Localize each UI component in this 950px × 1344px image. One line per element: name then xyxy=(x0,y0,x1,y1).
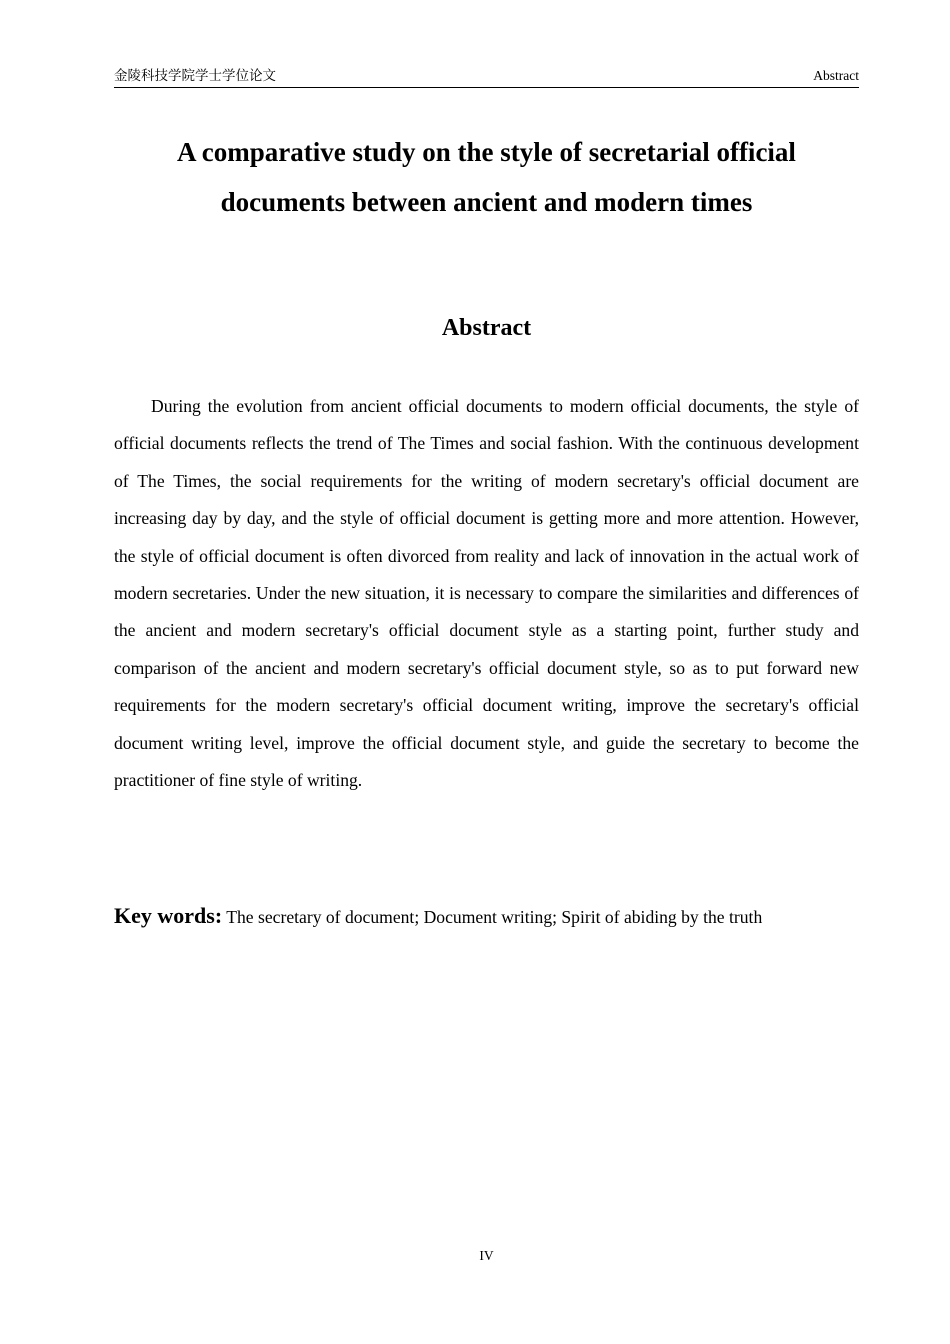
keywords-text: The secretary of document; Document writing; Spirit of abiding by the truth xyxy=(226,907,763,927)
keywords xyxy=(114,897,859,936)
header-institution: 金陵科技学院学士学位论文 xyxy=(114,68,276,83)
document-title: A comparative study on the style of secretarial official documents between ancient and modern times xyxy=(177,137,796,217)
running-header xyxy=(114,66,859,88)
page-number: IV xyxy=(479,1248,494,1263)
keywords-label: Key words: xyxy=(114,903,223,928)
abstract-body: During the evolution from ancient official documents to modern official documents, the style of official documents reflects the trend of The Times and social fashion. With the continuous development of The Times, the social requirements for the writing of modern secretary's official document are increasing day by day, and the style of official document is getting more and more attention. However, the style of official document is often divorced from reality and lack of innovation in the actual work of modern secretaries. Under the new situation, it is necessary to compare the similarities and differences of the ancient and modern secretary's official document style as a starting point, further study and comparison of the ancient and modern secretary's official document style, so as to put forward new requirements for the modern secretary's official document writing, improve the secretary's official document writing level, improve the official document style, and guide the secretary to become the practitioner of fine style of writing. xyxy=(114,396,859,791)
header-section: Abstract xyxy=(813,68,859,83)
abstract-heading: Abstract xyxy=(441,315,532,341)
